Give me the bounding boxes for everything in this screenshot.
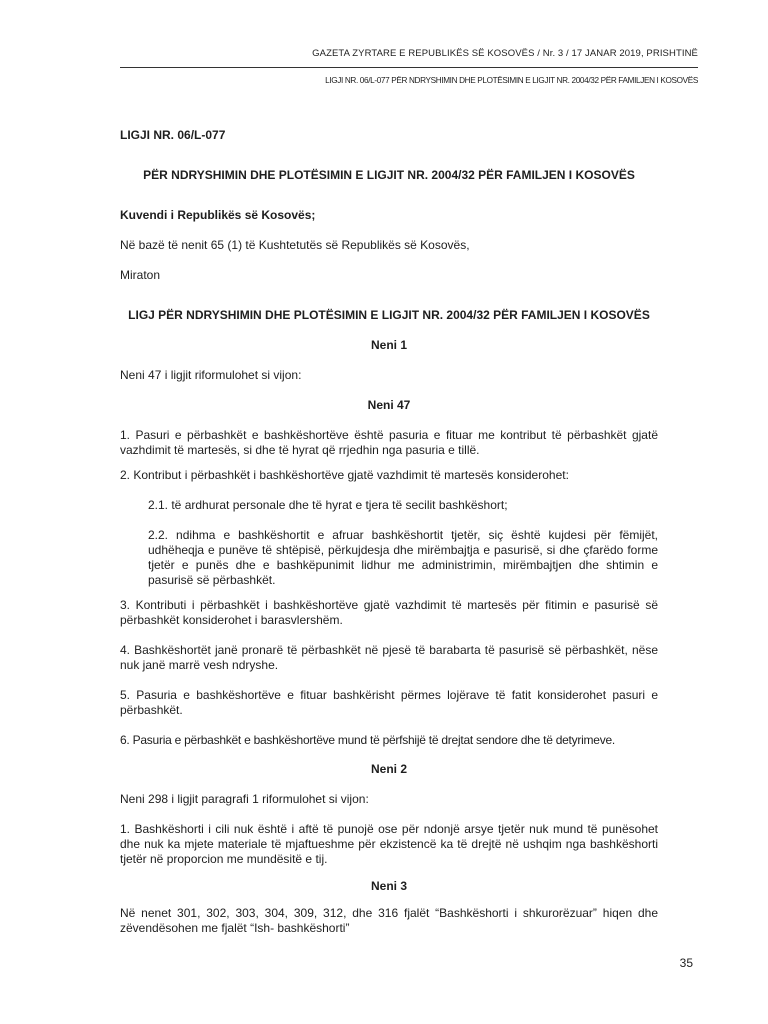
article-47-point-2-2: 2.2. ndihma e bashkëshortit e afruar bashkëshortit tjetër, siç është kujdesi për fëmijët, udhëheqja e punëve të shtëpisë, përkujdesja dhe mirëmbajtja e pasurisë, si dhe çfarëdo forme tjetër e punës dhe e bashkëpunimit lidhur me administrimin, mirëmbajtjen dhe shtimin e pasurisë së përbashkët. bbox=[148, 528, 658, 587]
article-1-heading: Neni 1 bbox=[370, 338, 407, 352]
article-47-heading: Neni 47 bbox=[367, 398, 411, 412]
gazette-header: GAZETA ZYRTARE E REPUBLIKËS SË KOSOVËS / Nr. 3 / 17 JANAR 2019, PRISHTINË bbox=[312, 48, 698, 59]
article-47-point-2-1: 2.1. të ardhurat personale dhe të hyrat e tjera të secilit bashkëshort; bbox=[148, 498, 508, 512]
article-1-intro: Neni 47 i ligjit riformulohet si vijon: bbox=[120, 368, 302, 382]
law-title: PËR NDRYSHIMIN DHE PLOTËSIMIN E LIGJIT NR. 2004/32 PËR FAMILJEN I KOSOVËS bbox=[143, 168, 635, 182]
article-3-text: Në nenet 301, 302, 303, 304, 309, 312, dhe 316 fjalët “Bashkëshorti i shkurorëzuar” hiqen dhe zëvendësohen me fjalët “Ish- bashkëshorti” bbox=[120, 906, 658, 935]
legal-basis: Në bazë të nenit 65 (1) të Kushtetutës së Republikës së Kosovës, bbox=[120, 238, 470, 252]
article-47-paragraph-3: 3. Kontributi i përbashkët i bashkëshortëve gjatë vazhdimit të martesës për fitimin e pasurisë së përbashkët konsiderohet i barasvlershëm. bbox=[120, 598, 658, 627]
header-rule bbox=[120, 67, 698, 68]
page-number: 35 bbox=[679, 956, 693, 970]
article-47-paragraph-6: 6. Pasuria e përbashkët e bashkëshortëve mund të përfshijë të drejtat sendore dhe të detyrimeve. bbox=[120, 733, 615, 747]
article-47-paragraph-4: 4. Bashkëshortët janë pronarë të përbashkët në pjesë të barabarta të pasurisë së përbashkët, nëse nuk janë marrë vesh ndryshe. bbox=[120, 643, 658, 672]
article-2-intro: Neni 298 i ligjit paragrafi 1 riformulohet si vijon: bbox=[120, 792, 369, 806]
article-3-heading: Neni 3 bbox=[370, 879, 407, 893]
article-47-paragraph-1: 1. Pasuri e përbashkët e bashkëshortëve është pasuria e fituar me kontribut të përbashkët gjatë vazhdimit të martesës, si dhe të hyrat që rrjedhin nga pasuria e tillë. bbox=[120, 428, 658, 457]
article-2-paragraph-1: 1. Bashkëshorti i cili nuk është i aftë të punojë ose për ndonjë arsye tjetër nuk mund të punësohet dhe nuk ka mjete materiale të mjaftueshme për ekzistencë ka të drejtë në ushqim nga bashkëshorti tjetër në proporcion me mundësitë e tij. bbox=[120, 822, 658, 866]
article-2-heading: Neni 2 bbox=[370, 762, 407, 776]
assembly-line: Kuvendi i Republikës së Kosovës; bbox=[120, 208, 316, 222]
adopts-line: Miraton bbox=[120, 268, 161, 282]
article-47-paragraph-2: 2. Kontribut i përbashkët i bashkëshortëve gjatë vazhdimit të martesës konsiderohet: bbox=[120, 468, 569, 482]
article-47-paragraph-5: 5. Pasuria e bashkëshortëve e fituar bashkërisht përmes lojërave të fatit konsiderohet pasuri e përbashkët. bbox=[120, 688, 658, 717]
law-number: LIGJI NR. 06/L-077 bbox=[120, 128, 226, 142]
full-law-title: LIGJ PËR NDRYSHIMIN DHE PLOTËSIMIN E LIGJIT NR. 2004/32 PËR FAMILJEN I KOSOVËS bbox=[128, 308, 650, 322]
law-reference-header: LIGJI NR. 06/L-077 PËR NDRYSHIMIN DHE PLOTËSIMIN E LIGJIT NR. 2004/32 PËR FAMILJEN I KOSOVËS bbox=[325, 76, 698, 85]
document-body bbox=[120, 128, 658, 936]
